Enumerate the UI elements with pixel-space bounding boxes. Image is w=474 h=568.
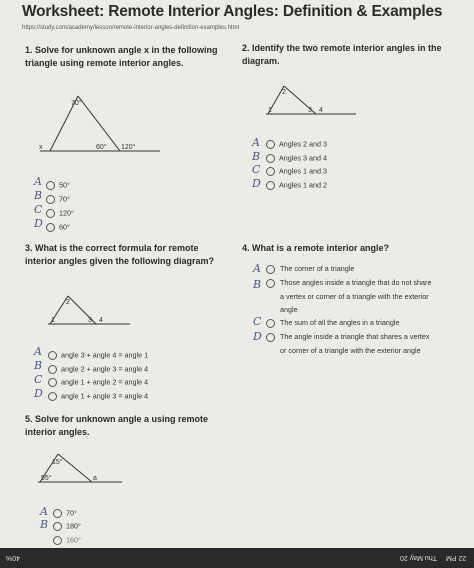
page-title: Worksheet: Remote Interior Angles: Definition & Examples — [22, 3, 443, 20]
svg-text:1: 1 — [51, 317, 55, 324]
q1-label-top: 70° — [71, 100, 82, 107]
radio-icon[interactable] — [53, 522, 62, 531]
q5-option-a[interactable]: 70° — [53, 508, 77, 518]
status-date: Thu May 20 — [400, 554, 437, 561]
q2-mark-a: A — [252, 136, 260, 149]
q1-option-a[interactable]: 50° — [46, 180, 70, 190]
svg-text:3: 3 — [88, 317, 92, 324]
q4-option-c[interactable]: The sum of all the angles in a triangle — [266, 316, 436, 330]
svg-text:1: 1 — [268, 107, 272, 114]
radio-icon[interactable] — [48, 392, 57, 401]
q1-label-x: x — [39, 144, 43, 151]
q4-mark-a: A — [253, 262, 261, 275]
q1-option-b[interactable]: 70° — [46, 194, 70, 204]
svg-text:15°: 15° — [52, 459, 63, 466]
radio-icon[interactable] — [266, 140, 275, 149]
radio-icon[interactable] — [46, 223, 55, 232]
q5-option-b[interactable]: 180° — [53, 521, 81, 531]
q2-mark-d: D — [252, 177, 261, 190]
svg-text:55°: 55° — [41, 475, 52, 482]
status-time: 22 PM — [446, 554, 467, 561]
q1-label-inner: 60° — [96, 144, 107, 151]
question-1-prompt: 1. Solve for unknown angle x in the following triangle using remote interior angles. — [25, 45, 218, 68]
radio-icon[interactable] — [46, 209, 55, 218]
device-status-bar — [0, 548, 474, 568]
q3-mark-b: B — [34, 359, 43, 372]
q2-mark-c: C — [252, 163, 261, 176]
q5-mark-b: B — [40, 518, 49, 531]
source-url: https://study.com/academy/lesson/remote-interior-angles-definition-examples.html — [22, 25, 239, 31]
svg-text:a: a — [93, 475, 97, 482]
radio-icon[interactable] — [53, 509, 62, 518]
radio-icon[interactable] — [266, 154, 275, 163]
q1-mark-b: B — [34, 189, 43, 202]
q3-mark-a: A — [34, 345, 42, 358]
q4-option-d[interactable]: The angle inside a triangle that shares a vertex or corner of a triangle with the exterior angle — [266, 330, 436, 357]
q3-option-d[interactable]: angle 1 + angle 3 = angle 4 — [48, 391, 148, 401]
svg-text:2: 2 — [66, 299, 70, 306]
q4-mark-d: D — [253, 330, 262, 343]
question-3-prompt: 3. What is the correct formula for remote interior angles given the following diagram? — [25, 243, 215, 266]
svg-text:4: 4 — [99, 317, 103, 324]
q1-option-c[interactable]: 120° — [46, 208, 74, 218]
q1-option-d[interactable]: 60° — [46, 222, 70, 232]
question-2-prompt: 2. Identify the two remote interior angles in the diagram. — [242, 43, 442, 66]
q3-option-c[interactable]: angle 1 + angle 2 = angle 4 — [48, 377, 148, 387]
q5-triangle-diagram — [36, 452, 126, 486]
q2-option-a[interactable]: Angles 2 and 3 — [266, 139, 327, 149]
q1-triangle-diagram — [28, 88, 168, 160]
q3-mark-d: D — [34, 387, 43, 400]
radio-icon[interactable] — [46, 181, 55, 190]
radio-icon[interactable] — [266, 279, 275, 288]
q3-option-a[interactable]: angle 3 + angle 4 = angle 1 — [48, 350, 148, 360]
question-5-prompt: 5. Solve for unknown angle a using remote interior angles. — [25, 414, 209, 437]
q4-option-b[interactable]: Those angles inside a triangle that do not share a vertex or corner of a triangle with the exterior angle — [266, 276, 436, 317]
q5-mark-a: A — [40, 505, 48, 518]
radio-icon[interactable] — [48, 365, 57, 374]
radio-icon[interactable] — [266, 265, 275, 274]
q5-option-c[interactable]: 160° — [53, 535, 81, 545]
radio-icon[interactable] — [48, 351, 57, 360]
question-4-prompt: 4. What is a remote interior angle? — [242, 243, 390, 253]
q4-mark-c: C — [253, 315, 262, 328]
q1-mark-d: D — [34, 217, 43, 230]
radio-icon[interactable] — [266, 167, 275, 176]
battery-level: 40% — [6, 554, 21, 561]
radio-icon[interactable] — [266, 333, 275, 342]
q3-mark-c: C — [34, 373, 43, 386]
q2-mark-b: B — [252, 150, 261, 163]
svg-text:4: 4 — [319, 107, 323, 114]
q4-mark-b: B — [253, 278, 262, 291]
q1-label-outer: 120° — [121, 144, 136, 151]
radio-icon[interactable] — [53, 536, 62, 545]
q2-option-b[interactable]: Angles 3 and 4 — [266, 153, 327, 163]
q1-mark-a: A — [34, 175, 42, 188]
q3-triangle-diagram — [44, 293, 134, 329]
q2-option-c[interactable]: Angles 1 and 3 — [266, 166, 327, 176]
radio-icon[interactable] — [48, 378, 57, 387]
q1-mark-c: C — [34, 203, 43, 216]
radio-icon[interactable] — [266, 319, 275, 328]
svg-text:2: 2 — [282, 89, 286, 96]
radio-icon[interactable] — [46, 195, 55, 204]
q4-option-a[interactable]: The corner of a triangle — [266, 262, 436, 276]
radio-icon[interactable] — [266, 181, 275, 190]
q2-option-d[interactable]: Angles 1 and 2 — [266, 180, 327, 190]
q2-triangle-diagram — [262, 82, 362, 120]
q3-option-b[interactable]: angle 2 + angle 3 = angle 4 — [48, 364, 148, 374]
svg-text:3: 3 — [308, 107, 312, 114]
